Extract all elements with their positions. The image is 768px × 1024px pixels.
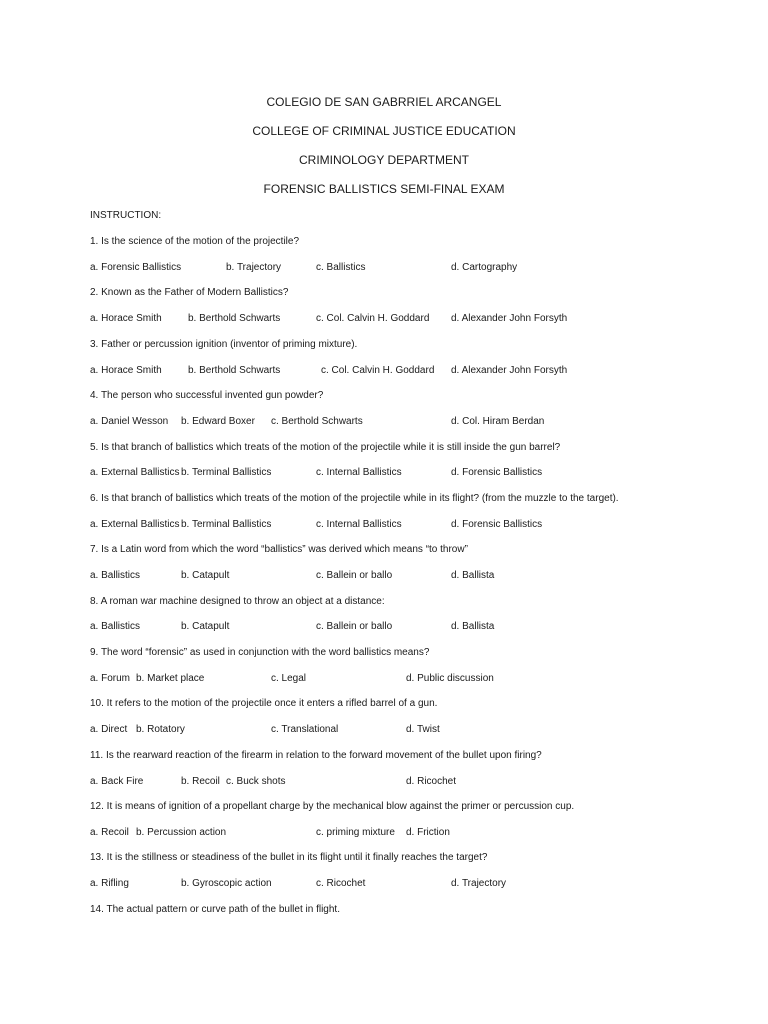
question-text: 3. Father or percussion ignition (inventor of priming mixture).: [90, 339, 358, 350]
option-a: a. Daniel Wesson: [90, 416, 169, 427]
question-text: 9. The word “forensic” as used in conjunction with the word ballistics means?: [90, 647, 430, 658]
option-b: b. Berthold Schwarts: [188, 365, 281, 376]
option-c: c. Buck shots: [226, 776, 286, 787]
option-a: a. Rifling: [90, 878, 129, 889]
option-b: b. Rotatory: [136, 724, 185, 735]
question-text: 12. It is means of ignition of a propellant charge by the mechanical blow against the primer or percussion cup.: [90, 801, 575, 812]
department-name: CRIMINOLOGY DEPARTMENT: [298, 153, 470, 167]
option-a: a. Ballistics: [90, 570, 141, 581]
question-text: 5. Is that branch of ballistics which treats of the motion of the projectile while it is still inside the gun barrel?: [90, 442, 561, 453]
question-text: 8. A roman war machine designed to throw an object at a distance:: [90, 596, 385, 607]
option-d: d. Col. Hiram Berdan: [451, 416, 545, 427]
option-a: a. Horace Smith: [90, 313, 162, 324]
option-b: b. Catapult: [181, 570, 230, 581]
option-a: a. External Ballistics: [90, 519, 180, 530]
option-d: d. Ricochet: [406, 776, 457, 787]
option-a: a. Forum: [90, 673, 131, 684]
option-b: b. Terminal Ballistics: [181, 519, 272, 530]
option-d: d. Public discussion: [406, 673, 494, 684]
option-a: a. Horace Smith: [90, 365, 162, 376]
question-text: 2. Known as the Father of Modern Ballistics?: [90, 287, 289, 298]
question-text: 6. Is that branch of ballistics which treats of the motion of the projectile while in its flight? (from the muzzle to the target).: [90, 493, 619, 504]
option-b: b. Percussion action: [136, 827, 227, 838]
option-c: c. Internal Ballistics: [316, 467, 402, 478]
option-b: b. Gyroscopic action: [181, 878, 272, 889]
option-a: a. External Ballistics: [90, 467, 180, 478]
exam-title: FORENSIC BALLISTICS SEMI-FINAL EXAM: [263, 182, 505, 196]
option-d: d. Ballista: [451, 621, 495, 632]
option-d: d. Forensic Ballistics: [451, 467, 543, 478]
option-d: d. Forensic Ballistics: [451, 519, 543, 530]
option-b: b. Recoil: [181, 776, 220, 787]
option-b: b. Market place: [136, 673, 205, 684]
option-c: c. Translational: [271, 724, 339, 735]
option-a: a. Ballistics: [90, 621, 141, 632]
option-c: c. Ballistics: [316, 262, 366, 273]
question-text: 10. It refers to the motion of the projectile once it enters a rifled barrel of a gun.: [90, 698, 438, 709]
option-b: b. Trajectory: [226, 262, 282, 273]
school-name: COLEGIO DE SAN GABRRIEL ARCANGEL: [266, 95, 502, 109]
question-text: 14. The actual pattern or curve path of the bullet in flight.: [90, 904, 340, 915]
option-b: b. Berthold Schwarts: [188, 313, 281, 324]
option-c: c. Ricochet: [316, 878, 366, 889]
option-c: c. Col. Calvin H. Goddard: [321, 365, 435, 376]
option-c: c. Legal: [271, 673, 307, 684]
question-text: 11. Is the rearward reaction of the firearm in relation to the forward movement of the bullet upon firing?: [90, 750, 542, 761]
option-c: c. Col. Calvin H. Goddard: [316, 313, 430, 324]
question-text: 1. Is the science of the motion of the projectile?: [90, 236, 300, 247]
option-c: c. Berthold Schwarts: [271, 416, 363, 427]
option-a: a. Recoil: [90, 827, 129, 838]
instruction-label: INSTRUCTION:: [90, 210, 162, 221]
option-b: b. Terminal Ballistics: [181, 467, 272, 478]
option-d: d. Alexander John Forsyth: [451, 365, 568, 376]
option-d: d. Friction: [406, 827, 450, 838]
option-b: b. Catapult: [181, 621, 230, 632]
option-a: a. Forensic Ballistics: [90, 262, 182, 273]
option-d: d. Trajectory: [451, 878, 507, 889]
option-d: d. Alexander John Forsyth: [451, 313, 568, 324]
college-name: COLLEGE OF CRIMINAL JUSTICE EDUCATION: [252, 124, 516, 138]
option-c: c. Ballein or ballo: [316, 621, 393, 632]
question-text: 7. Is a Latin word from which the word “ballistics” was derived which means “to throw”: [90, 544, 468, 555]
option-d: d. Twist: [406, 724, 440, 735]
option-a: a. Direct: [90, 724, 128, 735]
option-d: d. Cartography: [451, 262, 518, 273]
option-a: a. Back Fire: [90, 776, 144, 787]
option-b: b. Edward Boxer: [181, 416, 255, 427]
option-c: c. priming mixture: [316, 827, 395, 838]
question-text: 13. It is the stillness or steadiness of the bullet in its flight until it finally reaches the target?: [90, 852, 488, 863]
option-c: c. Ballein or ballo: [316, 570, 393, 581]
option-d: d. Ballista: [451, 570, 495, 581]
option-c: c. Internal Ballistics: [316, 519, 402, 530]
question-text: 4. The person who successful invented gun powder?: [90, 390, 324, 401]
